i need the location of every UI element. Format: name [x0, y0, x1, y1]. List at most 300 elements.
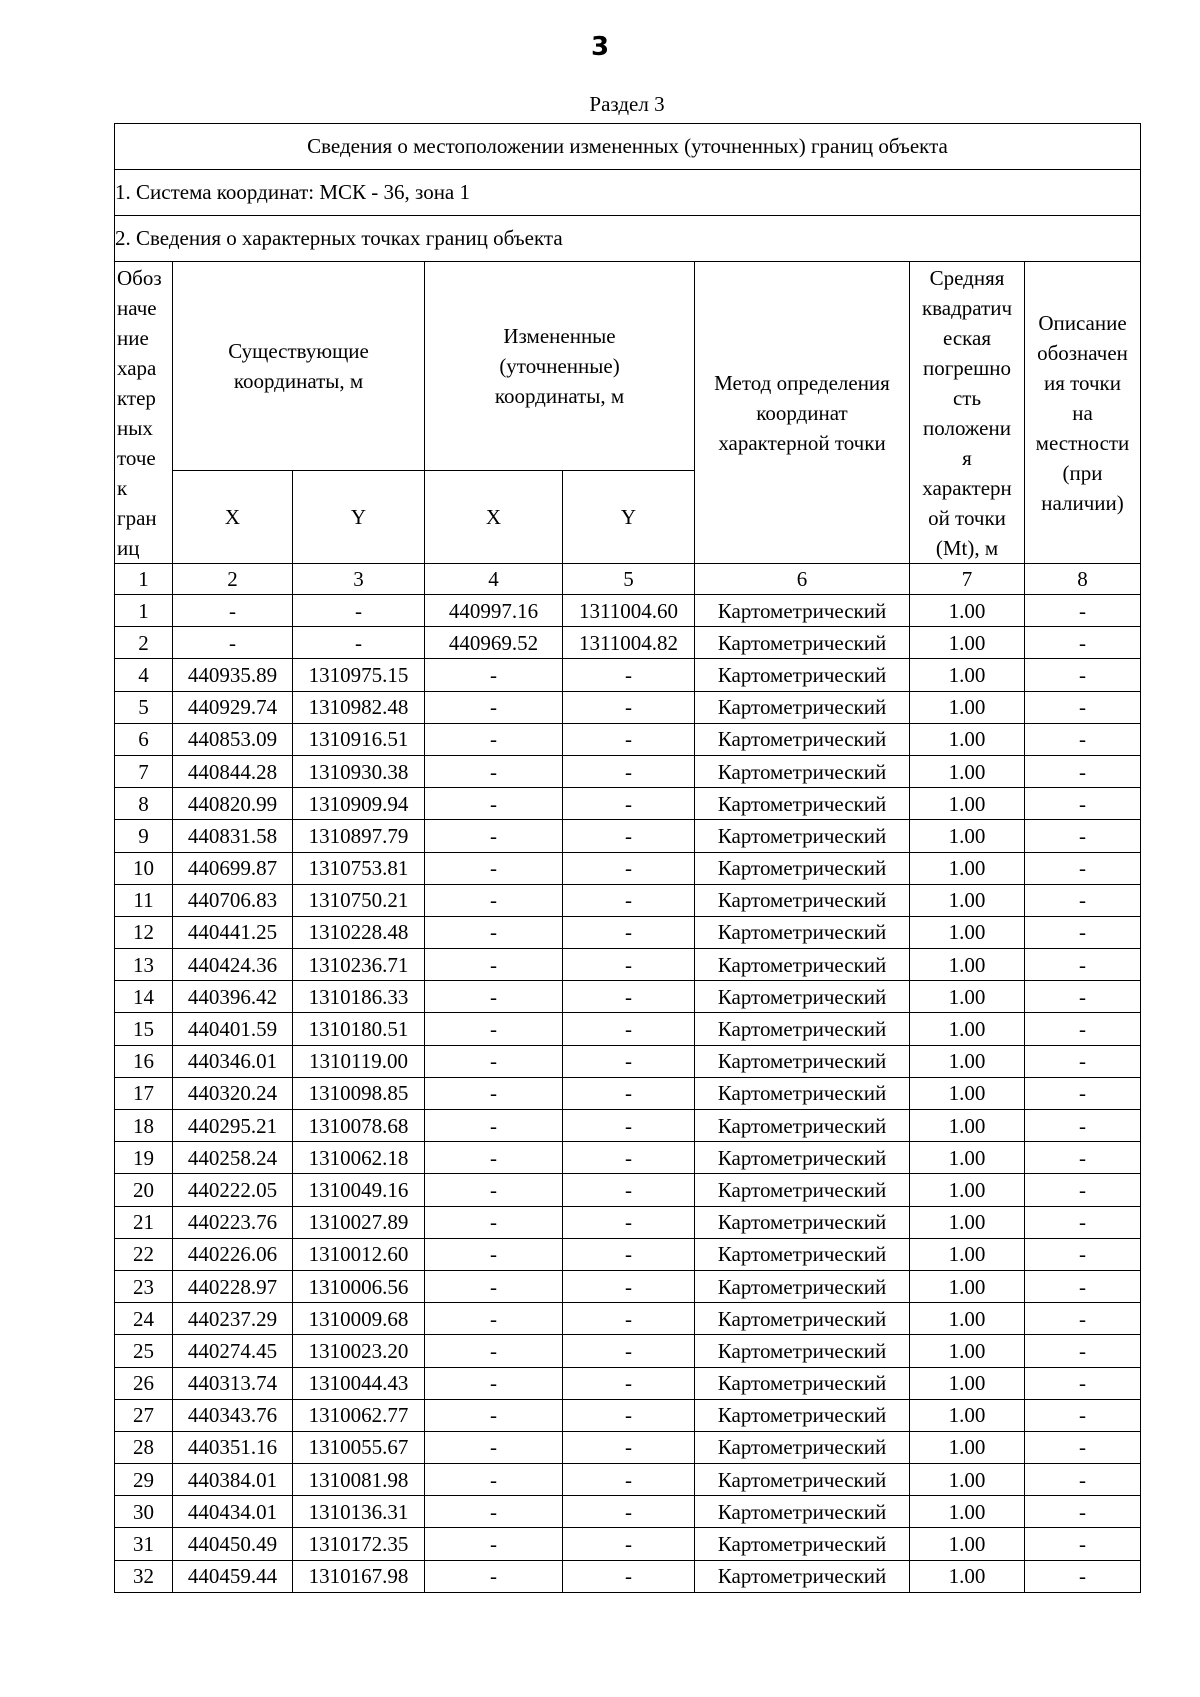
existing-y-cell: 1310119.00	[293, 1045, 425, 1077]
existing-x-cell: 440706.83	[173, 884, 293, 916]
existing-x-cell: 440351.16	[173, 1431, 293, 1463]
header-changed-x: X	[425, 471, 563, 564]
accuracy-cell: 1.00	[910, 1142, 1025, 1174]
column-number: 1	[115, 564, 173, 595]
accuracy-cell: 1.00	[910, 981, 1025, 1013]
column-number: 4	[425, 564, 563, 595]
existing-x-cell: 440401.59	[173, 1013, 293, 1045]
description-cell: -	[1025, 1496, 1141, 1528]
column-number: 6	[695, 564, 910, 595]
table-row	[115, 1270, 1141, 1302]
method-cell: Картометрический	[695, 1367, 910, 1399]
accuracy-cell: 1.00	[910, 595, 1025, 627]
point-number-cell: 11	[115, 884, 173, 916]
header-line: обозначен	[1037, 340, 1128, 365]
header-line: характерной точки	[718, 430, 886, 455]
existing-x-cell: 440424.36	[173, 949, 293, 981]
table-row	[115, 852, 1141, 884]
accuracy-cell: 1.00	[910, 1238, 1025, 1270]
point-number-cell: 1	[115, 595, 173, 627]
header-line: хара	[117, 355, 157, 380]
existing-y-cell: 1310009.68	[293, 1303, 425, 1335]
method-cell: Картометрический	[695, 627, 910, 659]
point-number-cell: 16	[115, 1045, 173, 1077]
column-number: 2	[173, 564, 293, 595]
point-number-cell: 8	[115, 788, 173, 820]
changed-x-cell: 440997.16	[425, 595, 563, 627]
existing-y-cell: 1310172.35	[293, 1528, 425, 1560]
column-numbers-row	[115, 564, 1141, 595]
description-cell: -	[1025, 595, 1141, 627]
existing-y-cell: 1310975.15	[293, 659, 425, 691]
point-number-cell: 30	[115, 1496, 173, 1528]
existing-y-cell: 1310055.67	[293, 1431, 425, 1463]
accuracy-cell: 1.00	[910, 627, 1025, 659]
changed-x-cell: -	[425, 1303, 563, 1335]
point-number-cell: 32	[115, 1560, 173, 1592]
existing-y-cell: 1310982.48	[293, 691, 425, 723]
header-line: (уточненные)	[499, 354, 620, 378]
changed-y-cell: -	[563, 916, 695, 948]
header-line: ой точки	[928, 505, 1006, 530]
accuracy-cell: 1.00	[910, 949, 1025, 981]
method-cell: Картометрический	[695, 1174, 910, 1206]
description-cell: -	[1025, 1045, 1141, 1077]
points-heading: 2. Сведения о характерных точках границ объекта	[115, 216, 1141, 262]
existing-x-cell: 440831.58	[173, 820, 293, 852]
table-title-row	[115, 124, 1141, 170]
header-line: Обоз	[117, 265, 162, 290]
table-row	[115, 1077, 1141, 1109]
existing-y-cell: 1310081.98	[293, 1464, 425, 1496]
changed-y-cell: -	[563, 852, 695, 884]
header-line: координат	[756, 400, 848, 425]
method-cell: Картометрический	[695, 1399, 910, 1431]
existing-y-cell: 1310750.21	[293, 884, 425, 916]
changed-x-cell: -	[425, 1013, 563, 1045]
method-cell: Картометрический	[695, 1110, 910, 1142]
description-cell: -	[1025, 659, 1141, 691]
method-cell: Картометрический	[695, 1464, 910, 1496]
point-number-cell: 7	[115, 755, 173, 787]
existing-x-cell: 440396.42	[173, 981, 293, 1013]
accuracy-cell: 1.00	[910, 1013, 1025, 1045]
existing-x-cell: 440223.76	[173, 1206, 293, 1238]
method-cell: Картометрический	[695, 852, 910, 884]
description-cell: -	[1025, 1142, 1141, 1174]
accuracy-cell: 1.00	[910, 1206, 1025, 1238]
description-cell: -	[1025, 755, 1141, 787]
changed-x-cell: -	[425, 691, 563, 723]
point-number-cell: 21	[115, 1206, 173, 1238]
method-cell: Картометрический	[695, 1142, 910, 1174]
existing-x-cell: 440320.24	[173, 1077, 293, 1109]
existing-x-cell: 440274.45	[173, 1335, 293, 1367]
existing-x-cell: 440258.24	[173, 1142, 293, 1174]
description-cell: -	[1025, 1335, 1141, 1367]
section-title: Раздел 3	[589, 92, 665, 116]
description-cell: -	[1025, 1367, 1141, 1399]
changed-y-cell: -	[563, 691, 695, 723]
accuracy-cell: 1.00	[910, 788, 1025, 820]
changed-x-cell: -	[425, 1077, 563, 1109]
changed-x-cell: -	[425, 1464, 563, 1496]
point-number-cell: 4	[115, 659, 173, 691]
point-number-cell: 9	[115, 820, 173, 852]
existing-x-cell: 440237.29	[173, 1303, 293, 1335]
header-row-1	[115, 262, 1141, 471]
accuracy-cell: 1.00	[910, 1174, 1025, 1206]
header-line: Метод определения	[714, 370, 890, 395]
changed-y-cell: 1311004.82	[563, 627, 695, 659]
changed-x-cell: -	[425, 916, 563, 948]
existing-y-cell: 1310180.51	[293, 1013, 425, 1045]
description-cell: -	[1025, 949, 1141, 981]
existing-x-cell: 440935.89	[173, 659, 293, 691]
column-number: 5	[563, 564, 695, 595]
existing-y-cell: 1310136.31	[293, 1496, 425, 1528]
header-line: точе	[117, 445, 156, 470]
method-cell: Картометрический	[695, 1077, 910, 1109]
changed-x-cell: -	[425, 723, 563, 755]
changed-y-cell: -	[563, 788, 695, 820]
header-line: координаты, м	[494, 384, 625, 408]
changed-y-cell: -	[563, 949, 695, 981]
existing-y-cell: 1310006.56	[293, 1270, 425, 1302]
changed-x-cell: -	[425, 1206, 563, 1238]
existing-x-cell: 440343.76	[173, 1399, 293, 1431]
description-cell: -	[1025, 1206, 1141, 1238]
point-number-cell: 15	[115, 1013, 173, 1045]
method-cell: Картометрический	[695, 691, 910, 723]
changed-x-cell: -	[425, 659, 563, 691]
description-cell: -	[1025, 1174, 1141, 1206]
accuracy-cell: 1.00	[910, 1431, 1025, 1463]
description-cell: -	[1025, 884, 1141, 916]
changed-y-cell: -	[563, 1303, 695, 1335]
header-line: наче	[117, 295, 157, 320]
table-row	[115, 788, 1141, 820]
existing-y-cell: 1310167.98	[293, 1560, 425, 1592]
accuracy-cell: 1.00	[910, 1110, 1025, 1142]
description-cell: -	[1025, 691, 1141, 723]
existing-y-cell: 1310012.60	[293, 1238, 425, 1270]
header-line: характерн	[922, 475, 1012, 500]
point-number-cell: 6	[115, 723, 173, 755]
point-number-cell: 31	[115, 1528, 173, 1560]
table-row	[115, 1013, 1141, 1045]
description-cell: -	[1025, 1431, 1141, 1463]
method-cell: Картометрический	[695, 595, 910, 627]
changed-y-cell: -	[563, 1013, 695, 1045]
existing-x-cell: 440295.21	[173, 1110, 293, 1142]
changed-y-cell: -	[563, 1174, 695, 1206]
accuracy-cell: 1.00	[910, 1335, 1025, 1367]
point-number-cell: 28	[115, 1431, 173, 1463]
column-number: 7	[910, 564, 1025, 595]
existing-x-cell: -	[173, 627, 293, 659]
changed-y-cell: -	[563, 820, 695, 852]
header-changed-y: Y	[563, 471, 695, 564]
changed-x-cell: -	[425, 884, 563, 916]
point-number-cell: 26	[115, 1367, 173, 1399]
accuracy-cell: 1.00	[910, 884, 1025, 916]
changed-x-cell: -	[425, 949, 563, 981]
table-row	[115, 691, 1141, 723]
point-number-cell: 12	[115, 916, 173, 948]
existing-x-cell: 440441.25	[173, 916, 293, 948]
method-cell: Картометрический	[695, 1303, 910, 1335]
point-number-cell: 13	[115, 949, 173, 981]
table-row	[115, 1045, 1141, 1077]
page-number: 3	[590, 32, 610, 62]
header-line: ктер	[117, 385, 156, 410]
accuracy-cell: 1.00	[910, 659, 1025, 691]
point-number-cell: 20	[115, 1174, 173, 1206]
description-cell: -	[1025, 1110, 1141, 1142]
changed-y-cell: -	[563, 1077, 695, 1109]
method-cell: Картометрический	[695, 659, 910, 691]
changed-x-cell: -	[425, 755, 563, 787]
point-number-cell: 29	[115, 1464, 173, 1496]
header-existing-y: Y	[293, 471, 425, 564]
description-cell: -	[1025, 723, 1141, 755]
description-cell: -	[1025, 1013, 1141, 1045]
header-line: иц	[117, 535, 140, 560]
accuracy-cell: 1.00	[910, 1560, 1025, 1592]
table-row	[115, 755, 1141, 787]
accuracy-cell: 1.00	[910, 1303, 1025, 1335]
accuracy-cell: 1.00	[910, 820, 1025, 852]
description-cell: -	[1025, 1238, 1141, 1270]
accuracy-cell: 1.00	[910, 1464, 1025, 1496]
existing-y-cell: -	[293, 595, 425, 627]
changed-y-cell: -	[563, 1560, 695, 1592]
accuracy-cell: 1.00	[910, 723, 1025, 755]
header-line: Измененные	[503, 324, 616, 348]
changed-x-cell: -	[425, 820, 563, 852]
method-cell: Картометрический	[695, 1270, 910, 1302]
header-line: на	[1072, 400, 1093, 425]
point-number-cell: 23	[115, 1270, 173, 1302]
point-number-cell: 27	[115, 1399, 173, 1431]
boundary-points-table	[114, 123, 1141, 1593]
changed-y-cell: -	[563, 1045, 695, 1077]
existing-y-cell: 1310062.77	[293, 1399, 425, 1431]
method-cell: Картометрический	[695, 1238, 910, 1270]
table-body	[115, 595, 1141, 1593]
changed-x-cell: -	[425, 1142, 563, 1174]
accuracy-cell: 1.00	[910, 1367, 1025, 1399]
method-cell: Картометрический	[695, 1496, 910, 1528]
header-line: погрешно	[922, 355, 1012, 380]
point-number-cell: 5	[115, 691, 173, 723]
table-row	[115, 1399, 1141, 1431]
table-title: Сведения о местоположении измененных (уточненных) границ объекта	[115, 124, 1141, 170]
header-existing-coordinates	[173, 262, 425, 471]
method-cell: Картометрический	[695, 788, 910, 820]
existing-x-cell: 440222.05	[173, 1174, 293, 1206]
table-row	[115, 627, 1141, 659]
description-cell: -	[1025, 1270, 1141, 1302]
changed-x-cell: -	[425, 1367, 563, 1399]
table-row	[115, 659, 1141, 691]
header-line: еская	[942, 325, 992, 350]
existing-y-cell: 1310023.20	[293, 1335, 425, 1367]
changed-x-cell: -	[425, 1174, 563, 1206]
changed-x-cell: -	[425, 981, 563, 1013]
description-cell: -	[1025, 820, 1141, 852]
existing-y-cell: 1310078.68	[293, 1110, 425, 1142]
header-method	[695, 262, 910, 564]
header-line: Существующие	[228, 339, 369, 363]
accuracy-cell: 1.00	[910, 1399, 1025, 1431]
description-cell: -	[1025, 1528, 1141, 1560]
table-row	[115, 820, 1141, 852]
existing-x-cell: 440450.49	[173, 1528, 293, 1560]
changed-y-cell: -	[563, 1464, 695, 1496]
accuracy-cell: 1.00	[910, 691, 1025, 723]
description-cell: -	[1025, 916, 1141, 948]
description-cell: -	[1025, 627, 1141, 659]
existing-x-cell: 440313.74	[173, 1367, 293, 1399]
changed-x-cell: -	[425, 1238, 563, 1270]
changed-y-cell: -	[563, 1399, 695, 1431]
existing-x-cell: 440844.28	[173, 755, 293, 787]
changed-y-cell: -	[563, 1270, 695, 1302]
existing-x-cell: 440853.09	[173, 723, 293, 755]
header-existing-x: X	[173, 471, 293, 564]
coordinate-system-row	[115, 170, 1141, 216]
header-line: гран	[117, 505, 157, 530]
points-heading-row	[115, 216, 1141, 262]
header-line: местности	[1035, 430, 1130, 455]
accuracy-cell: 1.00	[910, 916, 1025, 948]
table-row	[115, 1335, 1141, 1367]
method-cell: Картометрический	[695, 949, 910, 981]
changed-y-cell: -	[563, 1367, 695, 1399]
header-line: Средняя	[929, 265, 1005, 290]
changed-x-cell: 440969.52	[425, 627, 563, 659]
changed-x-cell: -	[425, 1270, 563, 1302]
header-line: ние	[117, 325, 149, 350]
method-cell: Картометрический	[695, 1431, 910, 1463]
existing-y-cell: 1310186.33	[293, 981, 425, 1013]
table-row	[115, 1496, 1141, 1528]
existing-y-cell: 1310228.48	[293, 916, 425, 948]
existing-y-cell: 1310098.85	[293, 1077, 425, 1109]
existing-y-cell: 1310062.18	[293, 1142, 425, 1174]
table-row	[115, 884, 1141, 916]
description-cell: -	[1025, 1464, 1141, 1496]
changed-y-cell: -	[563, 1206, 695, 1238]
table-row	[115, 1560, 1141, 1592]
point-number-cell: 18	[115, 1110, 173, 1142]
changed-y-cell: -	[563, 659, 695, 691]
method-cell: Картометрический	[695, 755, 910, 787]
method-cell: Картометрический	[695, 1045, 910, 1077]
method-cell: Картометрический	[695, 1528, 910, 1560]
table-row	[115, 595, 1141, 627]
existing-x-cell: -	[173, 595, 293, 627]
accuracy-cell: 1.00	[910, 1496, 1025, 1528]
table-row	[115, 1238, 1141, 1270]
existing-y-cell: 1310897.79	[293, 820, 425, 852]
existing-x-cell: 440384.01	[173, 1464, 293, 1496]
existing-y-cell: 1310916.51	[293, 723, 425, 755]
table-row	[115, 1367, 1141, 1399]
existing-x-cell: 440820.99	[173, 788, 293, 820]
existing-y-cell: 1310909.94	[293, 788, 425, 820]
point-number-cell: 10	[115, 852, 173, 884]
point-number-cell: 24	[115, 1303, 173, 1335]
description-cell: -	[1025, 1077, 1141, 1109]
table-row	[115, 1142, 1141, 1174]
column-number: 8	[1025, 564, 1141, 595]
table-row	[115, 1431, 1141, 1463]
changed-x-cell: -	[425, 1560, 563, 1592]
method-cell: Картометрический	[695, 981, 910, 1013]
header-line: наличии)	[1041, 490, 1124, 515]
existing-x-cell: 440346.01	[173, 1045, 293, 1077]
description-cell: -	[1025, 1560, 1141, 1592]
changed-x-cell: -	[425, 852, 563, 884]
existing-x-cell: 440434.01	[173, 1496, 293, 1528]
description-cell: -	[1025, 981, 1141, 1013]
point-number-cell: 17	[115, 1077, 173, 1109]
point-number-cell: 22	[115, 1238, 173, 1270]
header-description	[1025, 262, 1141, 564]
changed-y-cell: -	[563, 1238, 695, 1270]
changed-y-cell: -	[563, 1528, 695, 1560]
coordinate-system: 1. Система координат: МСК - 36, зона 1	[115, 170, 1141, 216]
changed-y-cell: -	[563, 1431, 695, 1463]
existing-y-cell: 1310236.71	[293, 949, 425, 981]
existing-y-cell: 1310049.16	[293, 1174, 425, 1206]
table-row	[115, 981, 1141, 1013]
changed-x-cell: -	[425, 788, 563, 820]
changed-y-cell: 1311004.60	[563, 595, 695, 627]
header-changed-coordinates	[425, 262, 695, 471]
table-row	[115, 949, 1141, 981]
header-line: сть	[952, 385, 982, 410]
existing-x-cell: 440226.06	[173, 1238, 293, 1270]
table-row	[115, 1303, 1141, 1335]
header-line: я	[962, 445, 972, 470]
accuracy-cell: 1.00	[910, 1077, 1025, 1109]
existing-y-cell: 1310027.89	[293, 1206, 425, 1238]
changed-y-cell: -	[563, 981, 695, 1013]
header-accuracy	[910, 262, 1025, 564]
table-row	[115, 1174, 1141, 1206]
column-number: 3	[293, 564, 425, 595]
table-row	[115, 1110, 1141, 1142]
accuracy-cell: 1.00	[910, 755, 1025, 787]
existing-x-cell: 440228.97	[173, 1270, 293, 1302]
method-cell: Картометрический	[695, 916, 910, 948]
method-cell: Картометрический	[695, 820, 910, 852]
changed-y-cell: -	[563, 723, 695, 755]
table-row	[115, 723, 1141, 755]
point-number-cell: 2	[115, 627, 173, 659]
description-cell: -	[1025, 788, 1141, 820]
changed-x-cell: -	[425, 1431, 563, 1463]
changed-y-cell: -	[563, 1142, 695, 1174]
header-line: к	[117, 475, 128, 500]
existing-y-cell: 1310930.38	[293, 755, 425, 787]
method-cell: Картометрический	[695, 1335, 910, 1367]
header-line: координаты, м	[233, 369, 364, 393]
